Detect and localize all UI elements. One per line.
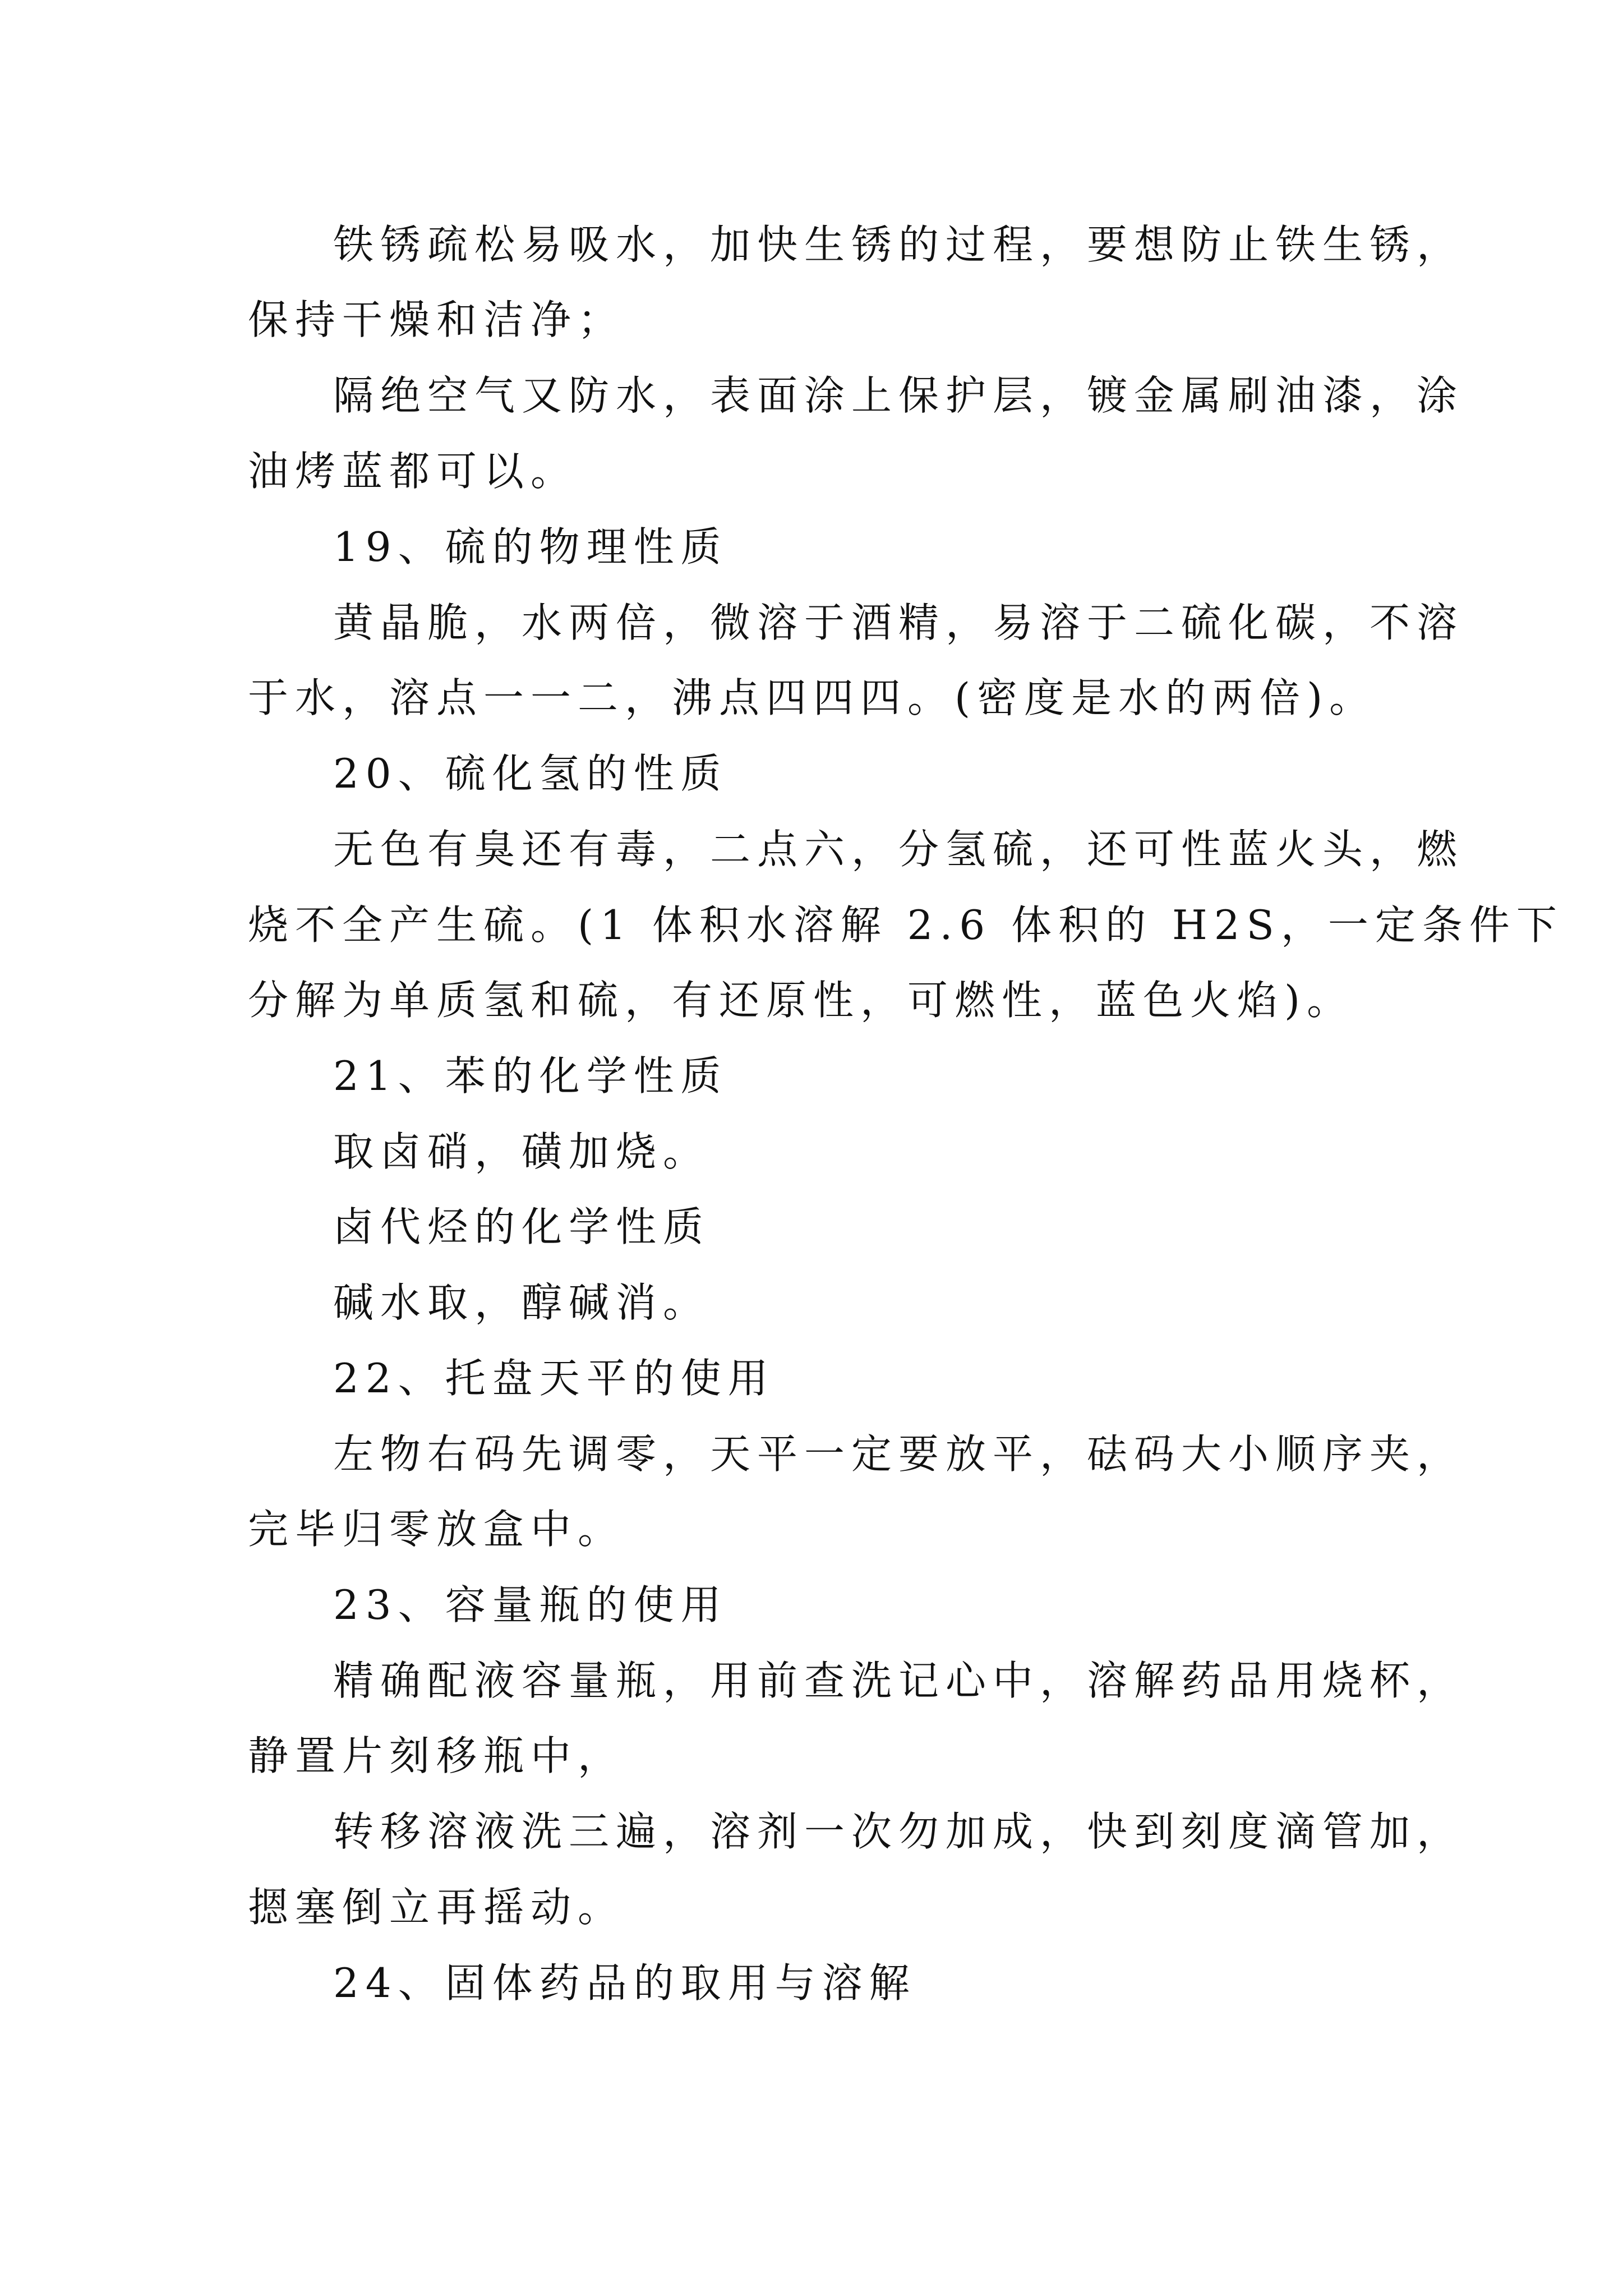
text-line: 于水，溶点一一二，沸点四四四。(密度是水的两倍)。 (248, 674, 1377, 721)
section-heading: 19、硫的物理性质 (333, 523, 728, 570)
text-line: 黄晶脆，水两倍，微溶于酒精，易溶于二硫化碳，不溶 (333, 599, 1464, 646)
text-line: 摁塞倒立再摇动。 (248, 1884, 625, 1931)
section-heading: 21、苯的化学性质 (333, 1052, 728, 1099)
text-line: 烧不全产生硫。(1 体积水溶解 2.6 体积的 H2S，一定条件下 (248, 901, 1564, 949)
text-line: 左物右码先调零，天平一定要放平，砝码大小顺序夹， (333, 1430, 1464, 1478)
text-line: 铁锈疏松易吸水，加快生锈的过程，要想防止铁生锈， (333, 221, 1464, 268)
section-heading: 20、硫化氢的性质 (333, 750, 728, 797)
text-line: 取卤硝，磺加烧。 (333, 1128, 711, 1175)
text-line: 碱水取，醇碱消。 (333, 1279, 711, 1326)
text-line: 保持干燥和洁净； (248, 296, 625, 343)
text-line: 卤代烃的化学性质 (333, 1203, 711, 1250)
text-line: 静置片刻移瓶中， (248, 1732, 625, 1779)
text-line: 油烤蓝都可以。 (248, 448, 578, 495)
text-line: 完毕归零放盒中。 (248, 1506, 625, 1553)
text-line: 分解为单质氢和硫，有还原性，可燃性，蓝色火焰)。 (248, 977, 1354, 1024)
section-heading: 22、托盘天平的使用 (333, 1355, 775, 1402)
section-heading: 24、固体药品的取用与溶解 (333, 1959, 916, 2007)
text-line: 无色有臭还有毒，二点六，分氢硫，还可性蓝火头，燃 (333, 826, 1464, 873)
section-heading: 23、容量瓶的使用 (333, 1581, 728, 1628)
text-line: 转移溶液洗三遍，溶剂一次勿加成，快到刻度滴管加， (333, 1808, 1464, 1855)
text-line: 精确配液容量瓶，用前查洗记心中，溶解药品用烧杯， (333, 1657, 1464, 1704)
text-line: 隔绝空气又防水，表面涂上保护层，镀金属刷油漆，涂 (333, 372, 1464, 419)
